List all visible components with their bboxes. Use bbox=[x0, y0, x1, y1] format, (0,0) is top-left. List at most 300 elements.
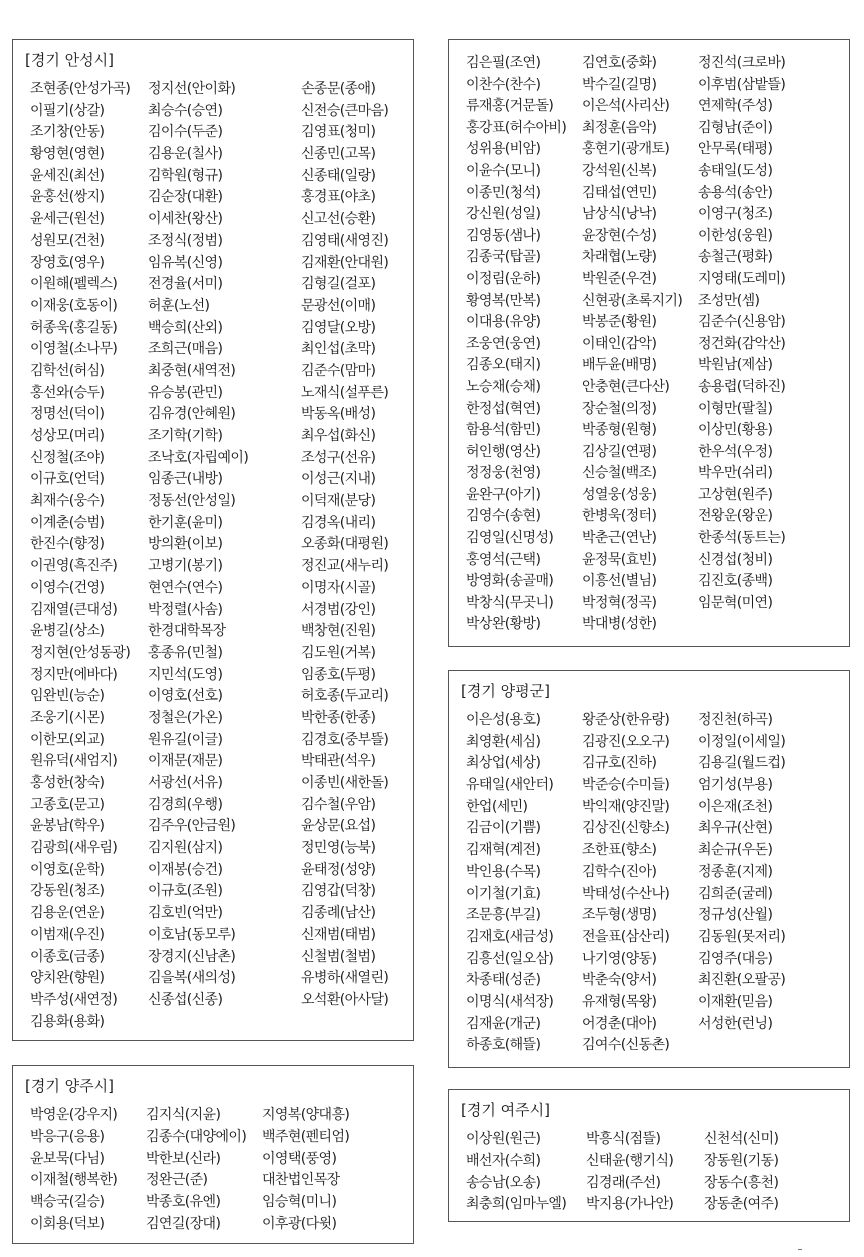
name-entry: 허호종(두교리) bbox=[301, 688, 389, 705]
section-title: [경기 양주시] bbox=[25, 1077, 114, 1095]
name-entry: 윤완구(아기) bbox=[466, 486, 541, 503]
name-list bbox=[466, 52, 818, 635]
name-entry: 노승채(승채) bbox=[466, 378, 541, 395]
name-entry: 김이수(두준) bbox=[148, 124, 223, 141]
name-entry: 김형남(준이) bbox=[698, 119, 773, 136]
name-entry: 홍강표(허수아비) bbox=[466, 119, 567, 136]
name-entry: 신철범(철범) bbox=[301, 948, 376, 965]
name-entry: 이정림(운하) bbox=[466, 270, 541, 287]
name-entry: 김주우(안금원) bbox=[148, 818, 236, 835]
name-entry: 정규성(산월) bbox=[698, 907, 773, 924]
name-entry: 최재수(웅수) bbox=[30, 493, 105, 510]
name-entry: 김영주(대응) bbox=[698, 950, 773, 967]
name-entry: 김종수(대양에이) bbox=[146, 1128, 247, 1145]
name-entry: 차종태(성준) bbox=[466, 972, 541, 989]
name-entry: 김영일(신명성) bbox=[466, 530, 554, 547]
name-entry: 박익재(양진말) bbox=[582, 798, 670, 815]
name-entry: 윤봉남(학우) bbox=[30, 818, 105, 835]
name-entry: 신고선(승환) bbox=[301, 211, 376, 228]
name-entry: 성원모(건천) bbox=[30, 232, 105, 249]
name-entry: 어경춘(대아) bbox=[582, 1015, 657, 1032]
name-entry: 이명자(시골) bbox=[301, 579, 376, 596]
name-entry: 조웅기(시몬) bbox=[30, 709, 105, 726]
name-entry: 김진호(종백) bbox=[698, 573, 773, 590]
name-entry: 조정식(정범) bbox=[148, 232, 223, 249]
page-edge-mark bbox=[798, 1249, 802, 1250]
name-entry: 김경래(주선) bbox=[586, 1174, 661, 1191]
name-entry: 홍선와(승두) bbox=[30, 384, 105, 401]
name-entry: 장동춘(여주) bbox=[704, 1196, 779, 1213]
name-entry: 김광희(새우림) bbox=[30, 840, 118, 857]
name-entry: 강동원(청조) bbox=[30, 883, 105, 900]
name-entry: 임완빈(능순) bbox=[30, 688, 105, 705]
name-entry: 이명식(새석장) bbox=[466, 993, 554, 1010]
name-entry: 박대병(성한) bbox=[582, 616, 657, 633]
name-entry: 김도원(거복) bbox=[301, 644, 376, 661]
name-entry: 황영현(영현) bbox=[30, 146, 105, 163]
name-entry: 김여수(신동촌) bbox=[582, 1037, 670, 1054]
name-entry: 김용운(연운) bbox=[30, 905, 105, 922]
name-entry: 김종오(태지) bbox=[466, 357, 541, 374]
name-entry: 원유덕(새엄지) bbox=[30, 753, 118, 770]
name-entry: 박한종(한종) bbox=[301, 709, 376, 726]
name-entry: 정완근(준) bbox=[146, 1172, 208, 1189]
name-entry: 박원남(제삼) bbox=[698, 357, 773, 374]
name-entry: 윤홍선(쌍지) bbox=[30, 189, 105, 206]
name-list bbox=[30, 78, 411, 1032]
name-entry: 홍경표(야초) bbox=[301, 189, 376, 206]
name-entry: 이재문(재문) bbox=[148, 753, 223, 770]
name-entry: 박창식(무곳니) bbox=[466, 594, 554, 611]
name-entry: 신전승(큰마음) bbox=[301, 102, 389, 119]
name-entry: 김종례(남산) bbox=[301, 905, 376, 922]
name-entry bbox=[698, 613, 818, 635]
name-entry: 박주성(새연정) bbox=[30, 991, 118, 1008]
name-entry: 고상현(원주) bbox=[698, 486, 773, 503]
name-entry: 이영호(운학) bbox=[30, 861, 105, 878]
name-entry: 김지식(지윤) bbox=[146, 1107, 221, 1123]
name-entry: 김금이(기쁨) bbox=[466, 820, 541, 837]
name-entry: 박태성(수산나) bbox=[582, 885, 670, 902]
name-entry: 홍성한(창숙) bbox=[30, 775, 105, 791]
name-entry: 이상원(원근) bbox=[466, 1131, 541, 1147]
name-entry: 이세찬(왕산) bbox=[148, 211, 223, 228]
name-entry: 최중현(새역전) bbox=[148, 362, 236, 379]
name-entry: 신현광(초록지기) bbox=[582, 292, 683, 309]
name-entry: 장동원(기동) bbox=[704, 1152, 779, 1169]
section-title: [경기 여주시] bbox=[461, 1101, 550, 1119]
name-entry: 한진수(향정) bbox=[30, 536, 105, 553]
name-entry: 김동원(못저리) bbox=[698, 928, 786, 945]
name-entry: 홍종유(민철) bbox=[148, 644, 223, 661]
name-entry: 이성근(지내) bbox=[301, 471, 376, 488]
name-entry: 김영태(새영진) bbox=[301, 232, 389, 249]
name-entry: 박종호(유엔) bbox=[146, 1194, 221, 1211]
name-entry: 임승혁(미니) bbox=[262, 1194, 337, 1211]
name-entry: 조낙호(자립예이) bbox=[148, 449, 249, 466]
name-entry: 김호빈(억만) bbox=[148, 905, 223, 922]
name-entry: 임유복(신영) bbox=[148, 254, 223, 271]
name-entry: 정철은(가온) bbox=[148, 709, 223, 726]
name-entry: 김용화(용화) bbox=[30, 1013, 105, 1030]
name-entry: 김유경(안혜원) bbox=[148, 406, 236, 423]
name-entry: 장동수(흥천) bbox=[704, 1174, 779, 1191]
name-entry: 최우섭(화신) bbox=[301, 428, 376, 444]
name-entry: 홍현기(광개토) bbox=[582, 141, 670, 158]
name-entry: 송용렵(덕하진) bbox=[698, 378, 786, 395]
name-entry: 신재범(태범) bbox=[301, 926, 376, 943]
name-entry: 이규호(언덕) bbox=[30, 471, 105, 488]
name-entry: 한업(세민) bbox=[466, 798, 528, 815]
name-entry: 정지선(안이화) bbox=[148, 81, 236, 97]
name-entry: 성상모(머리) bbox=[30, 428, 105, 444]
name-entry: 대찬법인목장 bbox=[262, 1172, 340, 1189]
name-entry: 안충현(큰다산) bbox=[582, 378, 670, 395]
name-entry: 박수길(길명) bbox=[582, 76, 657, 93]
name-entry: 김용운(칠사) bbox=[148, 146, 223, 163]
name-entry: 조두형(생명) bbox=[582, 907, 657, 924]
name-entry: 허종욱(홍길동) bbox=[30, 319, 118, 336]
name-entry: 이재철(행복한) bbox=[30, 1172, 118, 1189]
name-entry: 이태인(감악) bbox=[582, 335, 657, 352]
name-entry: 최상업(세상) bbox=[466, 755, 541, 772]
name-entry: 서광선(서유) bbox=[148, 775, 223, 791]
name-entry: 홍영석(근택) bbox=[466, 551, 541, 568]
name-entry: 윤태정(성양) bbox=[301, 861, 376, 878]
name-entry: 송철근(평화) bbox=[698, 249, 773, 266]
name-entry: 성열웅(성웅) bbox=[582, 486, 657, 503]
name-entry: 양치완(향원) bbox=[30, 970, 105, 987]
name-entry: 이영철(소나무) bbox=[30, 341, 118, 358]
name-entry: 박정렬(사솜) bbox=[148, 601, 223, 618]
name-entry: 유재형(목왕) bbox=[582, 993, 657, 1010]
name-entry: 이정일(이세일) bbox=[698, 733, 786, 750]
name-entry: 임종호(두평) bbox=[301, 666, 376, 683]
name-entry: 신태윤(행기식) bbox=[586, 1152, 674, 1169]
name-entry: 이한모(외교) bbox=[30, 731, 105, 748]
name-entry: 임문혁(미연) bbox=[698, 594, 773, 611]
name-entry: 이흥선(별님) bbox=[582, 573, 657, 590]
name-entry: 류재홍(거문돌) bbox=[466, 98, 554, 115]
name-entry: 박한보(신라) bbox=[146, 1150, 221, 1167]
name-entry: 신정철(조야) bbox=[30, 449, 105, 466]
name-entry: 김학선(허심) bbox=[30, 362, 105, 379]
name-entry: 이호남(동모루) bbox=[148, 926, 236, 943]
name-entry: 조한표(향소) bbox=[582, 842, 657, 859]
name-entry: 최순규(우돈) bbox=[698, 842, 773, 859]
name-entry: 유승봉(관민) bbox=[148, 384, 223, 401]
name-entry: 조희근(매음) bbox=[148, 341, 223, 358]
name-entry: 윤상문(요섭) bbox=[301, 818, 376, 835]
name-entry: 조성만(셈) bbox=[698, 292, 760, 309]
name-entry: 손종문(종애) bbox=[301, 81, 376, 97]
name-entry: 이규호(조원) bbox=[148, 883, 223, 900]
name-entry: 김재환(안대원) bbox=[301, 254, 389, 271]
name-entry: 이종민(청석) bbox=[466, 184, 541, 201]
name-entry: 백승희(산외) bbox=[148, 319, 223, 336]
name-entry: 황영복(만복) bbox=[466, 292, 541, 309]
name-entry: 송승남(오송) bbox=[466, 1174, 541, 1191]
name-entry: 박종형(원형) bbox=[582, 422, 657, 439]
name-entry: 송태일(도성) bbox=[698, 162, 773, 179]
name-entry: 박춘숙(양서) bbox=[582, 972, 657, 989]
name-entry: 이종호(금종) bbox=[30, 948, 105, 965]
name-entry: 김학원(형규) bbox=[148, 167, 223, 184]
name-entry: 이영호(선호) bbox=[148, 688, 223, 705]
name-entry: 안무록(태평) bbox=[698, 141, 773, 158]
name-entry: 백승국(길승) bbox=[30, 1194, 105, 1211]
name-entry: 백주현(펜티엄) bbox=[262, 1128, 350, 1145]
name-entry: 이은석(사리산) bbox=[582, 98, 670, 115]
name-entry bbox=[698, 1034, 818, 1056]
name-entry: 이원해(펠렉스) bbox=[30, 276, 118, 293]
name-entry: 한병욱(정터) bbox=[582, 508, 657, 525]
name-entry: 엄기성(부용) bbox=[698, 777, 773, 794]
name-entry: 김영갑(덕창) bbox=[301, 883, 376, 900]
name-entry: 이기철(기효) bbox=[466, 885, 541, 902]
name-entry: 김을복(새의성) bbox=[148, 970, 236, 987]
name-entry: 서경범(강인) bbox=[301, 601, 376, 618]
name-entry: 정민영(능북) bbox=[301, 840, 376, 857]
name-entry: 김경옥(내리) bbox=[301, 514, 376, 531]
name-entry: 최우규(산현) bbox=[698, 820, 773, 837]
name-entry: 문광선(이매) bbox=[301, 297, 376, 314]
name-entry: 한정섭(혁연) bbox=[466, 400, 541, 417]
name-entry: 임종근(내방) bbox=[148, 471, 223, 488]
name-entry: 박동옥(배성) bbox=[301, 406, 376, 423]
name-entry: 이덕재(분당) bbox=[301, 493, 376, 510]
name-entry: 최충희(임마누엘) bbox=[466, 1196, 567, 1213]
name-entry: 박흥식(점뜰) bbox=[586, 1131, 661, 1147]
name-entry: 정종훈(지제) bbox=[698, 863, 773, 880]
name-entry: 신종민(고목) bbox=[301, 146, 376, 163]
name-entry: 박정혁(정곡) bbox=[582, 594, 657, 611]
name-entry: 박우만(쉬리) bbox=[698, 465, 773, 482]
name-entry: 고병기(봉기) bbox=[148, 558, 223, 575]
name-entry: 김광진(오오구) bbox=[582, 733, 670, 750]
name-entry: 백창현(진원) bbox=[301, 623, 376, 640]
name-entry: 김영표(청미) bbox=[301, 124, 376, 141]
name-entry: 나기영(양동) bbox=[582, 950, 657, 967]
name-entry: 원유길(이글) bbox=[148, 731, 223, 748]
name-entry: 최인섭(초막) bbox=[301, 341, 376, 358]
name-entry: 김용길(월드컵) bbox=[698, 755, 786, 772]
name-entry: 배두윤(배명) bbox=[582, 357, 657, 374]
name-entry: 김재열(큰대성) bbox=[30, 601, 118, 618]
name-entry: 이찬수(찬수) bbox=[466, 76, 541, 93]
name-entry: 김종국(탑골) bbox=[466, 249, 541, 266]
name-list bbox=[466, 709, 818, 1056]
name-entry: 강신원(성일) bbox=[466, 206, 541, 223]
name-entry: 조기창(안동) bbox=[30, 124, 105, 141]
name-entry: 방의환(이보) bbox=[148, 536, 223, 553]
name-entry: 한종석(동트는) bbox=[698, 530, 786, 547]
name-entry: 이상민(황용) bbox=[698, 422, 773, 439]
name-entry: 조문흥(부길) bbox=[466, 907, 541, 924]
name-entry: 정진교(새누리) bbox=[301, 558, 389, 575]
name-entry: 이대용(유양) bbox=[466, 314, 541, 331]
yeoju-section bbox=[448, 1089, 850, 1222]
name-entry: 오석환(아사달) bbox=[301, 991, 389, 1008]
name-entry: 최영환(세심) bbox=[466, 733, 541, 750]
name-list bbox=[466, 1128, 824, 1215]
name-entry: 신종섭(신종) bbox=[148, 991, 223, 1008]
name-entry: 이은성(용호) bbox=[466, 712, 541, 728]
name-entry: 박영운(강우지) bbox=[30, 1107, 118, 1123]
name-entry: 윤보묵(다님) bbox=[30, 1150, 105, 1167]
name-entry: 김수철(우암) bbox=[301, 796, 376, 813]
name-list bbox=[30, 1104, 382, 1235]
name-entry: 정지현(안성동광) bbox=[30, 644, 131, 661]
name-entry: 허훈(노선) bbox=[148, 297, 210, 314]
name-entry: 김상길(연평) bbox=[582, 443, 657, 460]
name-entry: 윤세근(원선) bbox=[30, 211, 105, 228]
name-entry: 배선자(수희) bbox=[466, 1152, 541, 1169]
name-entry: 연제학(주성) bbox=[698, 98, 773, 115]
name-entry: 성위용(비암) bbox=[466, 141, 541, 158]
name-entry: 이후광(다윗) bbox=[262, 1215, 337, 1232]
name-entry: 김흥선(일오삼) bbox=[466, 950, 554, 967]
name-entry: 신종태(일랑) bbox=[301, 167, 376, 184]
name-entry: 이필기(상갈) bbox=[30, 102, 105, 119]
name-entry: 윤병길(상소) bbox=[30, 623, 105, 640]
name-entry: 김재윤(개군) bbox=[466, 1015, 541, 1032]
name-entry: 신경섭(청비) bbox=[698, 551, 773, 568]
name-entry: 김경호(중부뜰) bbox=[301, 731, 389, 748]
name-entry: 전경율(서미) bbox=[148, 276, 223, 293]
name-entry: 신천석(신미) bbox=[704, 1131, 779, 1147]
name-entry: 지영태(도레미) bbox=[698, 270, 786, 287]
name-entry: 이종빈(새한돌) bbox=[301, 775, 389, 791]
name-entry: 정진석(크로바) bbox=[698, 55, 786, 71]
name-entry: 이범재(우진) bbox=[30, 926, 105, 943]
name-entry: 최진환(오팔공) bbox=[698, 972, 786, 989]
name-entry: 장영호(영우) bbox=[30, 254, 105, 271]
name-entry: 유병하(새열린) bbox=[301, 970, 389, 987]
name-entry: 한경대학목장 bbox=[148, 623, 226, 640]
name-entry: 한기훈(윤미) bbox=[148, 514, 223, 531]
name-entry: 조기학(기학) bbox=[148, 428, 223, 444]
name-entry: 전왕운(왕운) bbox=[698, 508, 773, 525]
anseong-section bbox=[12, 39, 414, 1041]
name-entry: 김연호(중화) bbox=[582, 55, 657, 71]
name-entry: 김태섭(연민) bbox=[582, 184, 657, 201]
name-entry: 김준수(맘마) bbox=[301, 362, 376, 379]
name-entry: 박봉준(황원) bbox=[582, 314, 657, 331]
name-entry: 박상완(황방) bbox=[466, 616, 541, 633]
name-entry: 방영화(송골매) bbox=[466, 573, 554, 590]
name-entry: 허인행(영산) bbox=[466, 443, 541, 460]
name-entry: 신승철(백조) bbox=[582, 465, 657, 482]
name-entry: 정동선(안성일) bbox=[148, 493, 236, 510]
name-entry: 조성구(선유) bbox=[301, 449, 376, 466]
name-entry: 김준수(신용암) bbox=[698, 314, 786, 331]
section-title: [경기 안성시] bbox=[25, 51, 114, 69]
name-entry: 박준승(수미들) bbox=[582, 777, 670, 794]
name-entry: 전을표(삼산리) bbox=[582, 928, 670, 945]
name-entry: 하종호(해뜰) bbox=[466, 1037, 541, 1054]
name-entry: 박응구(응용) bbox=[30, 1128, 105, 1145]
name-entry: 김연길(장대) bbox=[146, 1215, 221, 1232]
name-entry: 김희준(굴레) bbox=[698, 885, 773, 902]
name-entry: 이형만(팔칠) bbox=[698, 400, 773, 417]
name-entry: 이회용(덕보) bbox=[30, 1215, 105, 1232]
name-entry: 강석원(신복) bbox=[582, 162, 657, 179]
name-entry: 이재봉(승건) bbox=[148, 861, 223, 878]
name-entry: 왕준상(한유랑) bbox=[582, 712, 670, 728]
name-entry: 김상진(신향소) bbox=[582, 820, 670, 837]
name-entry: 유태일(새안터) bbox=[466, 777, 554, 794]
name-entry: 이후범(삼밭뜰) bbox=[698, 76, 786, 93]
name-entry: 이재환(믿음) bbox=[698, 993, 773, 1010]
name-entry: 김영수(송현) bbox=[466, 508, 541, 525]
name-entry: 한우석(우정) bbox=[698, 443, 773, 460]
name-entry: 정건화(감악산) bbox=[698, 335, 786, 352]
name-entry: 조현종(안성가곡) bbox=[30, 81, 131, 97]
name-entry: 김영달(오방) bbox=[301, 319, 376, 336]
name-entry: 차래협(노량) bbox=[582, 249, 657, 266]
name-entry: 노재식(설푸른) bbox=[301, 384, 389, 401]
name-entry: 장순철(의정) bbox=[582, 400, 657, 417]
name-entry: 박인용(수목) bbox=[466, 863, 541, 880]
name-entry: 정정웅(천영) bbox=[466, 465, 541, 482]
name-entry: 윤정묵(효빈) bbox=[582, 551, 657, 568]
name-entry: 정명선(덕이) bbox=[30, 406, 105, 423]
name-entry: 지민석(도영) bbox=[148, 666, 223, 683]
name-entry: 김영동(샘나) bbox=[466, 227, 541, 244]
yangju-section bbox=[12, 1065, 414, 1244]
name-entry: 김재호(새금성) bbox=[466, 928, 554, 945]
name-entry: 이재웅(호동이) bbox=[30, 297, 118, 314]
name-entry: 정지만(에바다) bbox=[30, 666, 118, 683]
name-entry: 정진천(하곡) bbox=[698, 712, 773, 728]
continued-section bbox=[448, 39, 850, 647]
name-entry: 김지원(삼지) bbox=[148, 840, 223, 857]
name-entry: 최정훈(음악) bbox=[582, 119, 657, 136]
name-entry: 박원준(우견) bbox=[582, 270, 657, 287]
name-entry: 김학수(진아) bbox=[582, 863, 657, 880]
name-entry: 조웅연(웅연) bbox=[466, 335, 541, 352]
section-title: [경기 양평군] bbox=[461, 682, 550, 700]
name-entry: 함용석(함민) bbox=[466, 422, 541, 439]
name-entry: 현연수(연수) bbox=[148, 579, 223, 596]
name-entry: 이영택(풍영) bbox=[262, 1150, 337, 1167]
name-entry: 이한성(웅원) bbox=[698, 227, 773, 244]
name-entry: 이은재(조천) bbox=[698, 798, 773, 815]
name-entry: 김규호(진하) bbox=[582, 755, 657, 772]
name-entry: 이윤수(모니) bbox=[466, 162, 541, 179]
name-entry: 이영구(청조) bbox=[698, 206, 773, 223]
name-entry: 서성한(런닝) bbox=[698, 1015, 773, 1032]
name-entry: 이영수(건영) bbox=[30, 579, 105, 596]
name-entry: 이권영(흑진주) bbox=[30, 558, 118, 575]
name-entry: 김형길(걸포) bbox=[301, 276, 376, 293]
name-entry: 최승수(승연) bbox=[148, 102, 223, 119]
name-entry: 박춘근(연난) bbox=[582, 530, 657, 547]
name-entry: 지영복(양대흥) bbox=[262, 1107, 350, 1123]
name-entry: 김은필(조연) bbox=[466, 55, 541, 71]
name-entry: 윤세진(최선) bbox=[30, 167, 105, 184]
name-entry: 오종화(대평원) bbox=[301, 536, 389, 553]
name-entry: 김경희(우행) bbox=[148, 796, 223, 813]
name-entry: 송용석(송안) bbox=[698, 184, 773, 201]
name-entry: 남상식(낭낙) bbox=[582, 206, 657, 223]
name-entry: 박태관(석우) bbox=[301, 753, 376, 770]
name-entry: 김재혁(계전) bbox=[466, 842, 541, 859]
name-entry: 고종호(문고) bbox=[30, 796, 105, 813]
name-entry: 박지용(가나안) bbox=[586, 1196, 674, 1213]
yangpyeong-section bbox=[448, 670, 850, 1068]
